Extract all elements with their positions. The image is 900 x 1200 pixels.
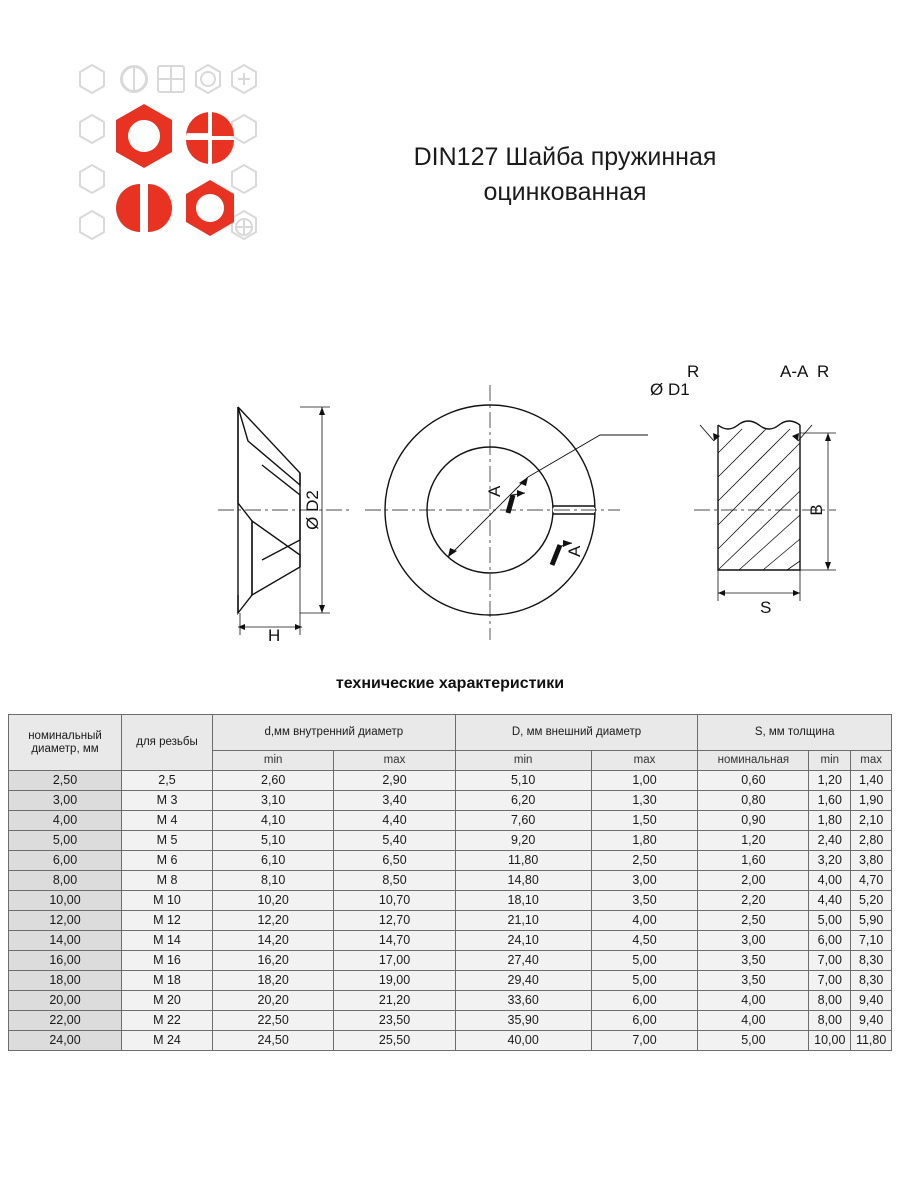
table-cell: 22,50 [213,1011,334,1031]
table-cell: 2,80 [851,831,892,851]
table-cell: M 10 [122,891,213,911]
table-cell: 8,10 [213,871,334,891]
table-cell: 20,00 [9,991,122,1011]
table-cell: 27,40 [455,951,591,971]
table-cell: M 18 [122,971,213,991]
table-cell: 7,60 [455,811,591,831]
table-cell: 4,70 [851,871,892,891]
table-cell: 40,00 [455,1031,591,1051]
table-cell: M 16 [122,951,213,971]
table-cell: 16,20 [213,951,334,971]
table-cell: 2,00 [698,871,809,891]
table-cell: 12,70 [334,911,455,931]
table-cell: 8,00 [809,991,851,1011]
table-cell: 6,00 [809,931,851,951]
table-cell: 18,20 [213,971,334,991]
table-cell: 0,80 [698,791,809,811]
table-cell: 7,00 [591,1031,698,1051]
table-cell: 2,50 [698,911,809,931]
fasteners-logo [62,60,282,260]
table-row [9,1031,892,1051]
table-cell: M 22 [122,1011,213,1031]
table-cell: 16,00 [9,951,122,971]
table-cell: 8,30 [851,971,892,991]
table-cell: 4,00 [698,1011,809,1031]
table-cell: M 24 [122,1031,213,1051]
table-cell: 3,50 [698,971,809,991]
table-cell: 7,00 [809,971,851,991]
table-cell: 6,20 [455,791,591,811]
table-row [9,971,892,991]
table-cell: 3,40 [334,791,455,811]
label-r-right: R [817,362,830,381]
table-cell: 1,30 [591,791,698,811]
table-cell: 5,00 [809,911,851,931]
table-cell: 6,00 [591,1011,698,1031]
table-cell: 18,10 [455,891,591,911]
table-cell: 22,00 [9,1011,122,1031]
table-cell: 1,00 [591,771,698,791]
table-cell: 21,10 [455,911,591,931]
table-cell: 3,10 [213,791,334,811]
table-cell: 4,40 [334,811,455,831]
specs-table [8,714,892,1051]
document-header [0,55,900,255]
table-cell: 4,00 [591,911,698,931]
subcol-D-max: max [591,751,698,771]
table-cell: M 6 [122,851,213,871]
table-cell: 20,20 [213,991,334,1011]
table-cell: 2,50 [591,851,698,871]
table-cell: 4,50 [591,931,698,951]
table-cell: 4,40 [809,891,851,911]
table-cell: 10,00 [9,891,122,911]
table-cell: 2,60 [213,771,334,791]
table-cell: 4,00 [809,871,851,891]
table-cell: 14,00 [9,931,122,951]
table-cell: 5,00 [591,951,698,971]
table-cell: 8,30 [851,951,892,971]
table-cell: 6,10 [213,851,334,871]
table-cell: M 12 [122,911,213,931]
subcol-d-min: min [213,751,334,771]
table-cell: 24,10 [455,931,591,951]
table-cell: 8,00 [809,1011,851,1031]
table-cell: 3,00 [591,871,698,891]
table-cell: 9,20 [455,831,591,851]
table-cell: 5,10 [455,771,591,791]
table-cell: M 8 [122,871,213,891]
table-cell: 5,20 [851,891,892,911]
technical-drawing [0,345,900,675]
table-cell: 11,80 [455,851,591,871]
table-cell: 5,40 [334,831,455,851]
table-cell: 6,50 [334,851,455,871]
table-cell: 6,00 [591,991,698,1011]
table-cell: 4,00 [698,991,809,1011]
table-cell: 9,40 [851,1011,892,1031]
table-cell: 2,10 [851,811,892,831]
table-cell: 3,50 [591,891,698,911]
table-cell: 33,60 [455,991,591,1011]
table-cell: 23,50 [334,1011,455,1031]
col-inner-diameter: d,мм внутренний диаметр [213,715,456,751]
subcol-d-max: max [334,751,455,771]
table-cell: 2,50 [9,771,122,791]
table-cell: 4,10 [213,811,334,831]
table-cell: 12,20 [213,911,334,931]
table-cell: 14,80 [455,871,591,891]
table-cell: 10,70 [334,891,455,911]
table-cell: 11,80 [851,1031,892,1051]
table-cell: 3,00 [698,931,809,951]
table-head [9,715,892,771]
table-cell: 5,00 [698,1031,809,1051]
table-cell: 1,20 [698,831,809,851]
table-cell: 24,00 [9,1031,122,1051]
table-cell: 12,00 [9,911,122,931]
table-row [9,851,892,871]
table-cell: 2,90 [334,771,455,791]
table-row [9,911,892,931]
table-cell: 5,00 [9,831,122,851]
table-cell: 2,40 [809,831,851,851]
table-cell: M 4 [122,811,213,831]
table-row [9,791,892,811]
table-cell: 17,00 [334,951,455,971]
page-title: DIN127 Шайба пружинная оцинкованная [413,143,717,206]
table-cell: 7,00 [809,951,851,971]
table-cell: 29,40 [455,971,591,991]
table-row [9,871,892,891]
label-d1: Ø D1 [650,380,690,399]
table-cell: 0,90 [698,811,809,831]
col-thickness: S, мм толщина [698,715,892,751]
col-nominal-diameter: номинальный диаметр, мм [9,715,122,771]
table-cell: 8,00 [9,871,122,891]
table-cell: 3,00 [9,791,122,811]
table-cell: 5,00 [591,971,698,991]
table-cell: 5,90 [851,911,892,931]
table-header-row-top [9,715,892,751]
table-cell: 8,50 [334,871,455,891]
table-cell: 1,40 [851,771,892,791]
table-cell: M 3 [122,791,213,811]
table-cell: 6,00 [9,851,122,871]
table-row [9,991,892,1011]
label-a-right: A [565,545,584,557]
table-cell: 21,20 [334,991,455,1011]
label-h: H [268,626,281,645]
specs-table-wrap [8,714,892,1051]
table-cell: 3,20 [809,851,851,871]
table-cell: 3,50 [698,951,809,971]
label-d2: Ø D2 [303,490,322,530]
table-cell: 35,90 [455,1011,591,1031]
label-a-left: A [485,485,504,497]
table-cell: 25,50 [334,1031,455,1051]
table-cell: 14,70 [334,931,455,951]
table-cell: 9,40 [851,991,892,1011]
table-cell: 14,20 [213,931,334,951]
subcol-D-min: min [455,751,591,771]
table-cell: 1,20 [809,771,851,791]
table-row [9,811,892,831]
table-cell: M 14 [122,931,213,951]
label-b: B [807,504,826,516]
table-cell: 10,00 [809,1031,851,1051]
table-cell: 1,80 [591,831,698,851]
table-cell: 2,5 [122,771,213,791]
label-r-left: R [687,362,700,381]
table-row [9,1011,892,1031]
table-cell: 1,60 [698,851,809,871]
table-cell: 2,20 [698,891,809,911]
table-cell: 24,50 [213,1031,334,1051]
table-cell: 19,00 [334,971,455,991]
table-cell: M 5 [122,831,213,851]
table-cell: 7,10 [851,931,892,951]
table-cell: M 20 [122,991,213,1011]
table-cell: 1,60 [809,791,851,811]
subcol-s-max: max [851,751,892,771]
table-cell: 3,80 [851,851,892,871]
subcol-s-min: min [809,751,851,771]
table-cell: 1,50 [591,811,698,831]
table-cell: 18,00 [9,971,122,991]
table-row [9,891,892,911]
table-body [9,771,892,1051]
table-cell: 4,00 [9,811,122,831]
table-cell: 1,90 [851,791,892,811]
col-thread: для резьбы [122,715,213,771]
col-outer-diameter: D, мм внешний диаметр [455,715,698,751]
table-cell: 0,60 [698,771,809,791]
table-row [9,771,892,791]
table-row [9,951,892,971]
section-caption: технические характеристики [335,675,565,692]
label-section-aa: A-A [780,362,809,381]
label-s: S [760,598,772,617]
table-cell: 1,80 [809,811,851,831]
table-cell: 5,10 [213,831,334,851]
table-row [9,931,892,951]
table-cell: 10,20 [213,891,334,911]
subcol-s-nominal: номинальная [698,751,809,771]
table-row [9,831,892,851]
